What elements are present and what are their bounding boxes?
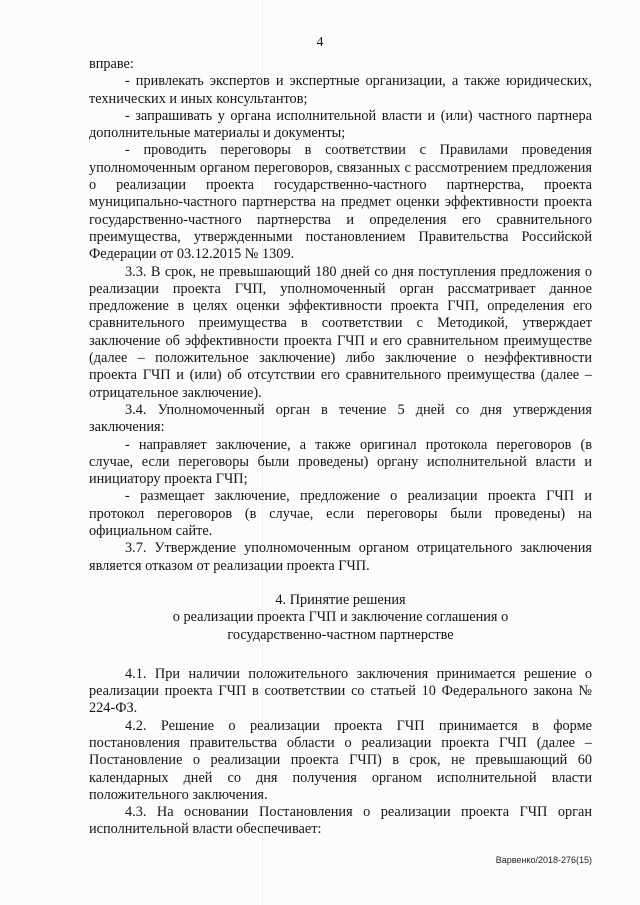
section-heading-line-3: государственно-частном партнерстве bbox=[227, 626, 454, 643]
section-heading-line-2: о реализации проекта ГЧП и заключение соглашения о bbox=[172, 609, 509, 626]
paragraph-negotiations: - проводить переговоры в соответствии с Правилами проведения уполномоченным органом переговоров, связанных с рассмотрением предложения о реализации проекта государственно-частного партнерства, проекта муниципально-частного партнерства на предмет оценки эффективности проекта государственно-частного партнерства и определения его сравнительного преимущества, утвержденными постановлением Правительства Российской Федерации от 03.12.2015 № 1309. bbox=[89, 142, 592, 263]
document-code: Варвенко/2018-276(15) bbox=[495, 855, 592, 865]
paragraph-4-1: 4.1. При наличии положительного заключения принимается решение о реализации проекта ГЧП в соответствии со статьей 10 Федерального закона № 224-ФЗ. bbox=[89, 665, 592, 717]
paragraph-4-3: 4.3. На основании Постановления о реализации проекта ГЧП орган исполнительной власти обеспечивает: bbox=[89, 804, 592, 838]
section-heading-line-1: 4. Принятие решения bbox=[275, 591, 406, 608]
paragraph-3-4: 3.4. Уполномоченный орган в течение 5 дней со дня утверждения заключения: bbox=[89, 401, 592, 436]
document-body bbox=[89, 56, 592, 839]
paragraph-publish-conclusion: - размещает заключение, предложение о реализации проекта ГЧП и протокол переговоров (в случае, если переговоры были проведены) на официальном сайте. bbox=[89, 488, 592, 540]
paragraph-3-7: 3.7. Утверждение уполномоченным органом отрицательного заключения является отказом от реализации проекта ГЧП. bbox=[89, 540, 592, 574]
paragraph-request-materials: - запрашивать у органа исполнительной власти и (или) частного партнера дополнительные материалы и документы; bbox=[89, 107, 592, 142]
paragraph-send-conclusion: - направляет заключение, а также оригинал протокола переговоров (в случае, если переговоры были проведены) органу исполнительной власти и инициатору проекта ГЧП; bbox=[89, 436, 592, 488]
paragraph-intro: вправе: bbox=[89, 56, 134, 72]
page-number: 4 bbox=[316, 35, 324, 50]
paragraph-3-3: 3.3. В срок, не превышающий 180 дней со дня поступления предложения о реализации проекта ГЧП, уполномоченный орган рассматривает данное предложение в целях оценки эффективности проекта ГЧП, определения его сравнительного преимущества в соответствии с Методикой, утверждает заключение об эффективности проекта ГЧП и его сравнительном преимуществе (далее – положительное заключение) либо заключение о неэффективности проекта ГЧП и (или) об отсутствии его сравнительного преимущества (далее – отрицательное заключение). bbox=[89, 263, 592, 401]
paragraph-experts: - привлекать экспертов и экспертные организации, а также юридических, технических и иных консультантов; bbox=[89, 73, 592, 107]
paragraph-4-2: 4.2. Решение о реализации проекта ГЧП принимается в форме постановления правительства области о реализации проекта ГЧП (далее – Постановление о реализации проекта ГЧП) в срок, не превышающий 60 календарных дней со дня получения органом исполнительной власти положительного заключения. bbox=[89, 717, 592, 803]
